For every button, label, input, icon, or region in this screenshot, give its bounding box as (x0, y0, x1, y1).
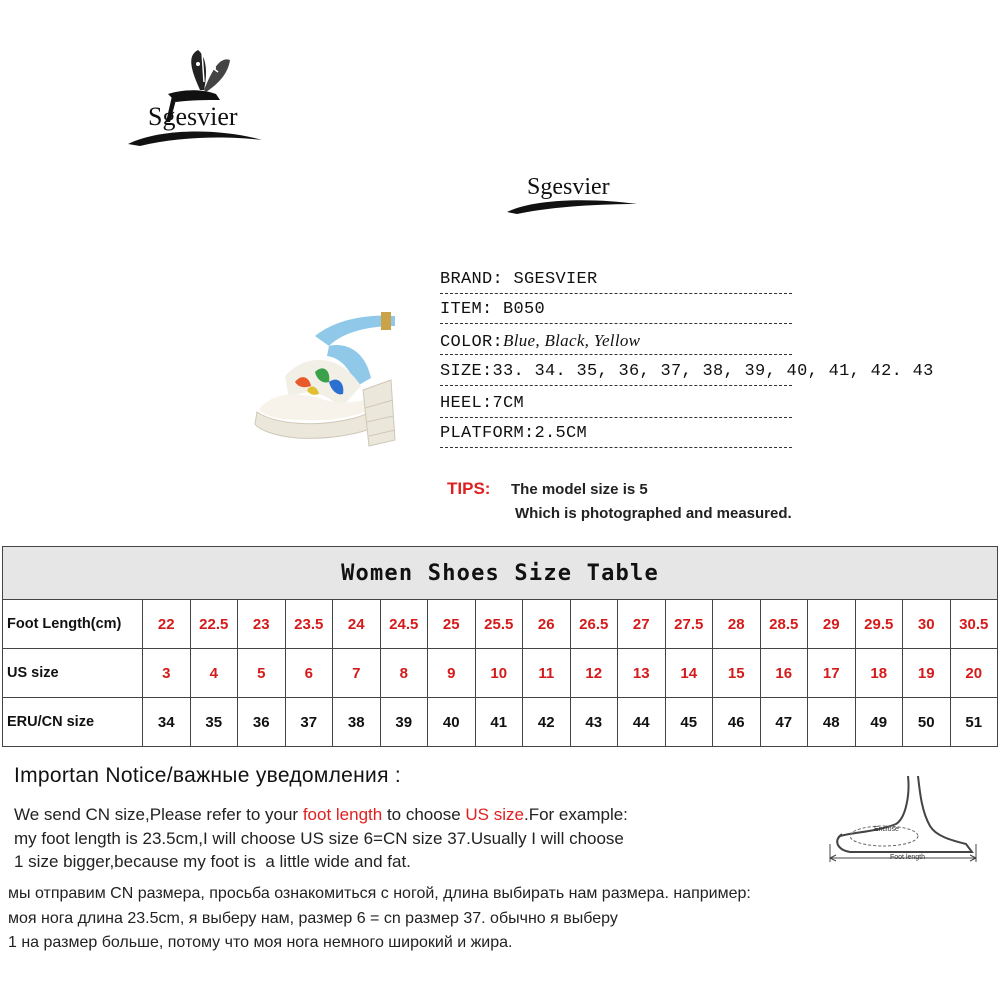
size-table-cell: 35 (190, 698, 238, 747)
size-table-cell: 29 (808, 600, 856, 649)
tips-label: TIPS: (447, 479, 491, 498)
spec-item (440, 296, 792, 326)
spec-size (440, 358, 934, 388)
spec-heel (440, 390, 792, 420)
size-table-cell: 41 (475, 698, 523, 747)
notice-russian (8, 882, 968, 956)
spec-color (440, 327, 792, 357)
brand-logo-mid (505, 170, 640, 220)
size-table-cell: 44 (618, 698, 666, 747)
notice-english (14, 803, 814, 874)
swoosh-icon (505, 170, 640, 220)
size-table-cell: 13 (618, 649, 666, 698)
size-table-cell: 4 (190, 649, 238, 698)
spec-platform (440, 420, 792, 450)
spec-heel-label: HEEL: (440, 394, 493, 413)
spec-item-value: B050 (492, 300, 546, 319)
spec-color-value: Blue, Black, Yellow (503, 331, 641, 350)
size-table-cell: 11 (523, 649, 571, 698)
notice-highlight-us-size: US size (465, 805, 524, 824)
size-table-cell: 18 (855, 649, 903, 698)
size-table-cell: 45 (665, 698, 713, 747)
spec-platform-value: 2.5CM (534, 424, 588, 443)
spec-item-label: ITEM: (440, 300, 493, 319)
size-table-cell: 8 (380, 649, 428, 698)
size-table-cell: 28.5 (760, 600, 808, 649)
foot-diagram-enclose-label: Enclose (874, 826, 899, 833)
notice-en-text: We send CN size,Please refer to your (14, 805, 303, 824)
size-table-row-label: Foot Length(cm) (3, 600, 143, 649)
divider (440, 417, 792, 418)
size-table-cell: 34 (143, 698, 191, 747)
size-table-cell: 27.5 (665, 600, 713, 649)
size-table-cell: 46 (713, 698, 761, 747)
size-table-cell: 9 (428, 649, 476, 698)
size-table-cell: 3 (143, 649, 191, 698)
spec-heel-value: 7CM (492, 394, 525, 413)
spec-color-label: COLOR: (440, 333, 504, 352)
size-table-cell: 36 (238, 698, 286, 747)
spec-brand-value: SGESVIER (503, 270, 598, 289)
size-table-cell: 5 (238, 649, 286, 698)
size-table-cell: 6 (285, 649, 333, 698)
size-table-cell: 19 (903, 649, 951, 698)
size-table-cell: 30 (903, 600, 951, 649)
product-image (245, 290, 420, 460)
spec-platform-label: PLATFORM: (440, 424, 535, 443)
notice-title: Importan Notice/важные уведомления : (14, 764, 402, 787)
size-table-cell: 37 (285, 698, 333, 747)
size-table-cell: 25.5 (475, 600, 523, 649)
size-table-cell: 24.5 (380, 600, 428, 649)
size-table-cell: 26.5 (570, 600, 618, 649)
size-table-cell: 10 (475, 649, 523, 698)
size-table-cell: 26 (523, 600, 571, 649)
size-table-cell: 24 (333, 600, 381, 649)
notice-en-text: to choose (382, 805, 466, 824)
divider (440, 323, 792, 324)
spec-size-label: SIZE: (440, 362, 493, 381)
size-table (2, 546, 998, 747)
divider (440, 293, 792, 294)
notice-ru-line-3: 1 на размер больше, потому что моя нога немного широкий и жира. (8, 934, 513, 951)
size-table-row (3, 649, 998, 698)
tips-line-1: The model size is 5 (511, 481, 648, 498)
size-table-title: Women Shoes Size Table (3, 547, 998, 600)
notice-en-line-1 (14, 803, 814, 827)
tips-line-2: Which is photographed and measured. (515, 505, 792, 522)
spec-brand-label: BRAND: (440, 270, 504, 289)
spec-brand (440, 266, 792, 296)
brand-logo-mid-text: Sgesvier (527, 174, 610, 200)
size-table-cell: 22.5 (190, 600, 238, 649)
notice-ru-line-2: моя нога длина 23.5cm, я выберу нам, размер 6 = cn размер 37. обычно я выберу (8, 909, 618, 927)
size-table-cell: 49 (855, 698, 903, 747)
spec-size-value: 33. 34. 35, 36, 37, 38, 39, 40, 41, 42. 43 (492, 362, 934, 381)
size-table-cell: 16 (760, 649, 808, 698)
size-table-cell: 40 (428, 698, 476, 747)
size-table-cell: 20 (950, 649, 998, 698)
foot-diagram (826, 774, 986, 874)
foot-diagram-length-label: Foot length (890, 854, 926, 861)
size-table-cell: 7 (333, 649, 381, 698)
size-table-cell: 14 (665, 649, 713, 698)
size-table-cell: 30.5 (950, 600, 998, 649)
size-table-cell: 25 (428, 600, 476, 649)
size-table-cell: 42 (523, 698, 571, 747)
size-table-cell: 43 (570, 698, 618, 747)
divider (440, 354, 792, 355)
size-table-cell: 27 (618, 600, 666, 649)
size-table-cell: 39 (380, 698, 428, 747)
size-table-cell: 23.5 (285, 600, 333, 649)
notice-en-text: .For example: (523, 805, 628, 824)
divider (440, 385, 792, 386)
divider (440, 447, 792, 448)
brand-logo-top (120, 42, 270, 162)
size-table-cell: 48 (808, 698, 856, 747)
size-table-cell: 28 (713, 600, 761, 649)
size-table-row (3, 698, 998, 747)
size-table-cell: 29.5 (855, 600, 903, 649)
platform-sandal-icon (245, 290, 420, 460)
size-table-cell: 17 (808, 649, 856, 698)
size-table-cell: 12 (570, 649, 618, 698)
size-table-cell: 22 (143, 600, 191, 649)
notice-highlight-foot-length: foot length (302, 805, 383, 824)
size-table-row-label: ERU/CN size (3, 698, 143, 747)
notice-ru-line-1: мы отправим CN размера, просьба ознакомиться с ногой, длина выбирать нам размера. например: (8, 885, 751, 902)
size-table-cell: 38 (333, 698, 381, 747)
size-table-row (3, 600, 998, 649)
size-table-header-row (3, 547, 998, 600)
brand-logo-top-text: Sgesvier (148, 102, 238, 131)
size-table-cell: 15 (713, 649, 761, 698)
size-table-row-label: US size (3, 649, 143, 698)
notice-en-line-3: 1 size bigger,because my foot is a little wide and fat. (14, 852, 411, 871)
size-table-cell: 51 (950, 698, 998, 747)
size-table-cell: 50 (903, 698, 951, 747)
size-table-cell: 47 (760, 698, 808, 747)
size-table-cell: 23 (238, 600, 286, 649)
notice-en-line-2: my foot length is 23.5cm,I will choose US size 6=CN size 37.Usually I will choose (14, 828, 624, 848)
